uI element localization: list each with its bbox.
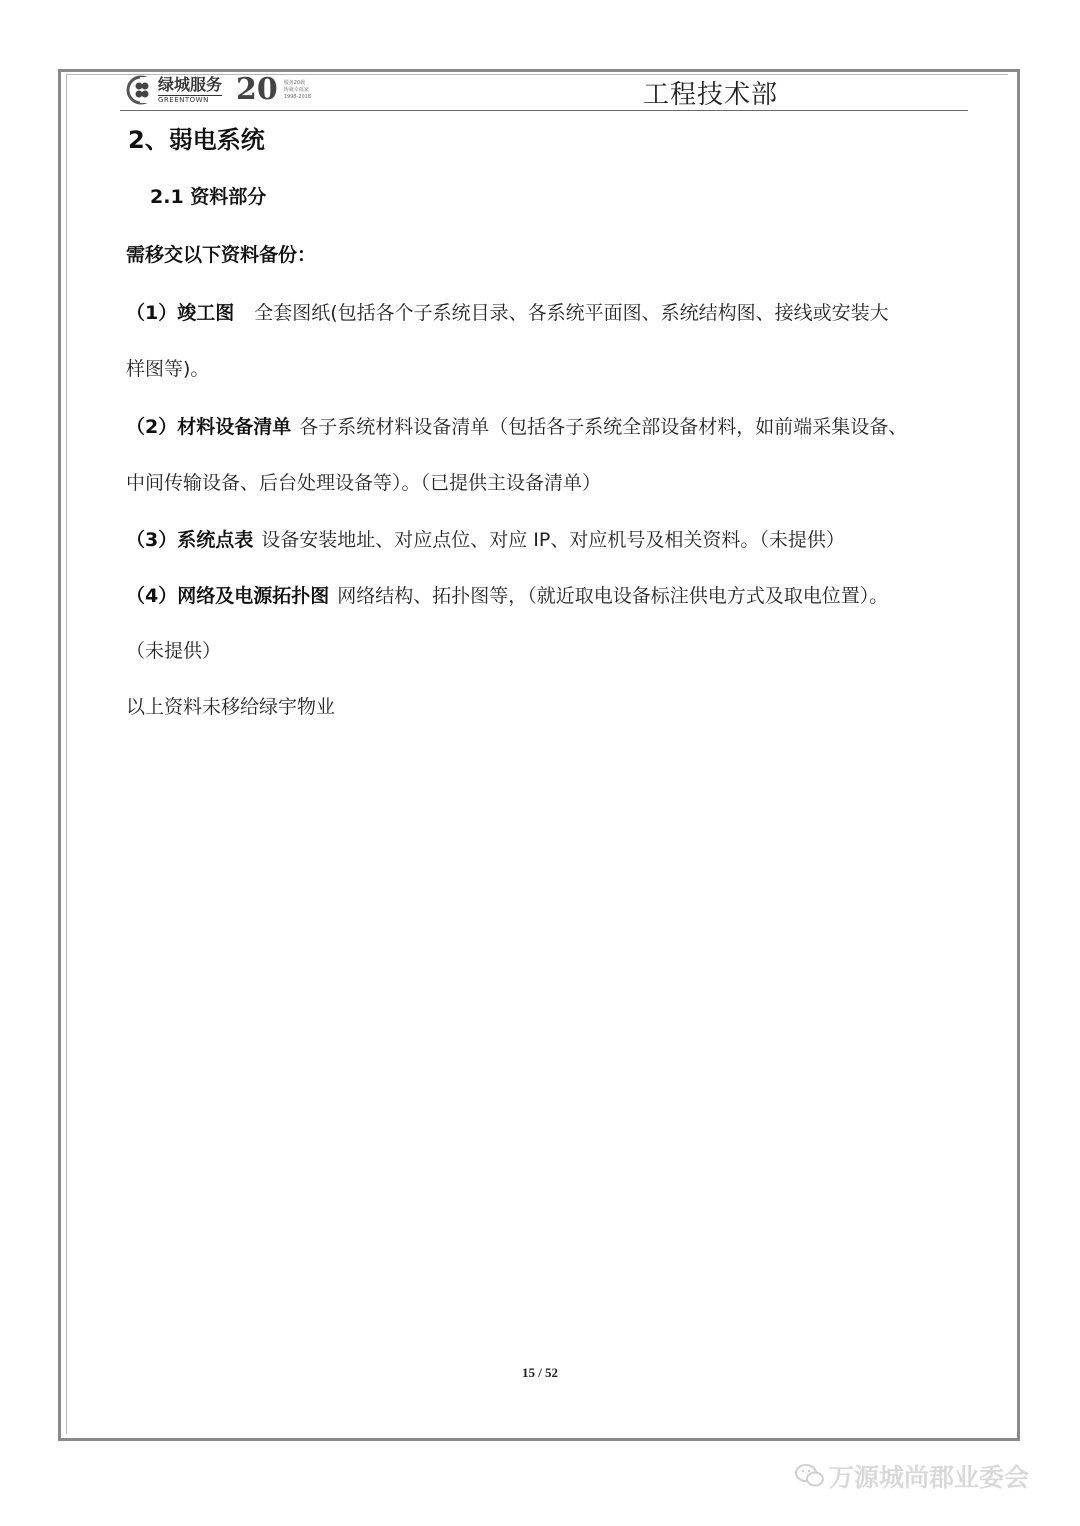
item-1-label: （1）竣工图 <box>126 302 235 324</box>
greentown-logo-icon <box>126 75 156 105</box>
anniversary-badge <box>236 72 312 107</box>
watermark <box>795 1458 1029 1494</box>
anniversary-number: 20 <box>236 72 278 107</box>
logo-cn-text: 绿城服务 <box>158 74 223 94</box>
item-1-line-2: 样图等)。 <box>126 358 210 380</box>
page-frame-inner <box>66 74 1008 1434</box>
item-1-text: 全套图纸(包括各个子系统目录、各系统平面图、系统结构图、接线或安装大 <box>254 302 889 324</box>
anniversary-line-3: 1998-2018 <box>283 93 312 100</box>
item-2-line-1 <box>126 412 907 439</box>
closing-text: 以上资料未移给绿宇物业 <box>126 696 336 718</box>
section-title: 2、弱电系统 <box>128 126 265 154</box>
logo-en-text: GREENTOWN <box>158 95 222 104</box>
item-4-label: （4）网络及电源拓扑图 <box>126 585 330 607</box>
intro-text: 需移交以下资料备份： <box>126 244 317 266</box>
item-4-text: 网络结构、拓扑图等，（就近取电设备标注供电方式及取电位置）。 <box>337 585 889 607</box>
item-1-line-1 <box>126 298 889 325</box>
anniversary-line-1: 服务20载 <box>283 79 306 86</box>
item-3-text: 设备安装地址、对应点位、对应 IP、对应机号及相关资料。（未提供） <box>261 529 845 551</box>
item-3-line-1 <box>126 525 845 552</box>
item-3-label: （3）系统点表 <box>126 529 254 551</box>
item-4-line-1 <box>126 581 888 608</box>
header-divider <box>120 110 968 111</box>
section-subtitle: 2.1 资料部分 <box>150 186 267 208</box>
item-2-line-2: 中间传输设备、后台处理设备等）。（已提供主设备清单） <box>126 472 602 494</box>
page-number: 15 / 52 <box>521 1365 559 1380</box>
department-title: 工程技术部 <box>643 80 779 110</box>
item-4-line-2: （未提供） <box>126 640 222 662</box>
item-2-label: （2）材料设备清单 <box>126 416 292 438</box>
anniversary-line-2: 铸就幸福家 <box>283 86 309 93</box>
wechat-icon <box>795 1463 825 1489</box>
greentown-logo <box>126 74 311 106</box>
watermark-text: 万源城尚郡业委会 <box>829 1463 1030 1492</box>
item-2-text: 各子系统材料设备清单（包括各子系统全部设备材料，如前端采集设备、 <box>299 416 908 438</box>
